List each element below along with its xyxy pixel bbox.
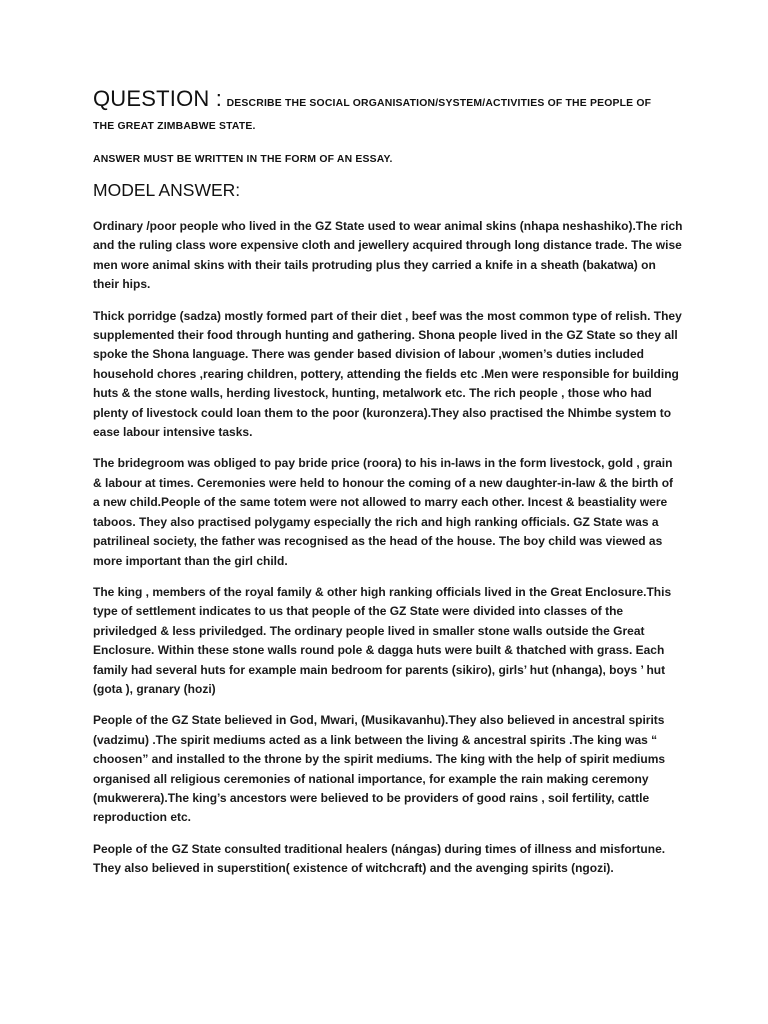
question-label: QUESTION : — [93, 86, 223, 111]
paragraph-marriage-family: The bridegroom was obliged to pay bride price (roora) to his in-laws in the form livestock, gold , grain & labour at times. Ceremonies were held to honour the coming of a new daughter-in-law & the birth of a new child.People of the same totem were not allowed to marry each other. Incest & beastiality were taboos. They also practised polygamy especially the rich and high ranking officials. GZ State was a patrilineal society, the father was recognised as the head of the house. The boy child was viewed as more important than the girl child. — [93, 456, 674, 568]
essay-instruction: ANSWER MUST BE WRITTEN IN THE FORM OF AN ESSAY. — [93, 154, 393, 165]
question-text-continued: THE GREAT ZIMBABWE STATE. — [93, 121, 256, 132]
paragraph-diet-labour: Thick porridge (sadza) mostly formed part of their diet , beef was the most common type of relish. They supplemented their food through hunting and gathering. Shona people lived in the GZ State so they all spoke the Shona language. There was gender based division of labour ,women’s duties included household chores ,rearing children, pottery, attending the fields etc .Men were responsible for building huts & the stone walls, herding livestock, hunting, metalwork etc. The rich people , those who had plenty of livestock could loan them to the poor (kuronzera).They also practised the Nhimbe system to ease labour intensive tasks. — [93, 308, 682, 440]
model-answer-heading: MODEL ANSWER: — [93, 180, 241, 200]
question-text: DESCRIBE THE SOCIAL ORGANISATION/SYSTEM/ACTIVITIES OF THE PEOPLE OF — [226, 98, 652, 109]
paragraph-religion: People of the GZ State believed in God, Mwari, (Musikavanhu).They also believed in ancestral spirits (vadzimu) .The spirit mediums acted as a link between the living & ancestral spirits .The king was “ choosen” and installed to the throne by the spirit mediums. The king with the help of spirit mediums organised all religious ceremonies of national importance, for example the rain making ceremony (mukwerera).The king’s ancestors were believed to be providers of good rains , soil fertility, cattle reproduction etc. — [93, 713, 666, 825]
paragraph-settlement: The king , members of the royal family & other high ranking officials lived in the Great Enclosure.This type of settlement indicates to us that people of the GZ State were divided into classes of the priviledged & less priviledged. The ordinary people lived in smaller stone walls outside the Great Enclosure. Within these stone walls round pole & dagga huts were built & thatched with grass. Each family had several huts for example main bedroom for parents (sikiro), girls’ hut (nhanga), boys ’ hut (gota ), granary (hozi) — [93, 584, 672, 696]
paragraph-healers: People of the GZ State consulted traditional healers (nángas) during times of illness and misfortune. They also believed in superstition( existence of witchcraft) and the avenging spirits (ngozi). — [93, 841, 666, 876]
document-page — [93, 88, 683, 879]
paragraph-dress: Ordinary /poor people who lived in the GZ State used to wear animal skins (nhapa neshashiko).The rich and the ruling class wore expensive cloth and jewellery acquired through long distance trade. The wise men wore animal skins with their tails protruding plus they carried a knife in a sheath (bakatwa) on their hips. — [93, 219, 683, 292]
question-block — [93, 88, 683, 135]
